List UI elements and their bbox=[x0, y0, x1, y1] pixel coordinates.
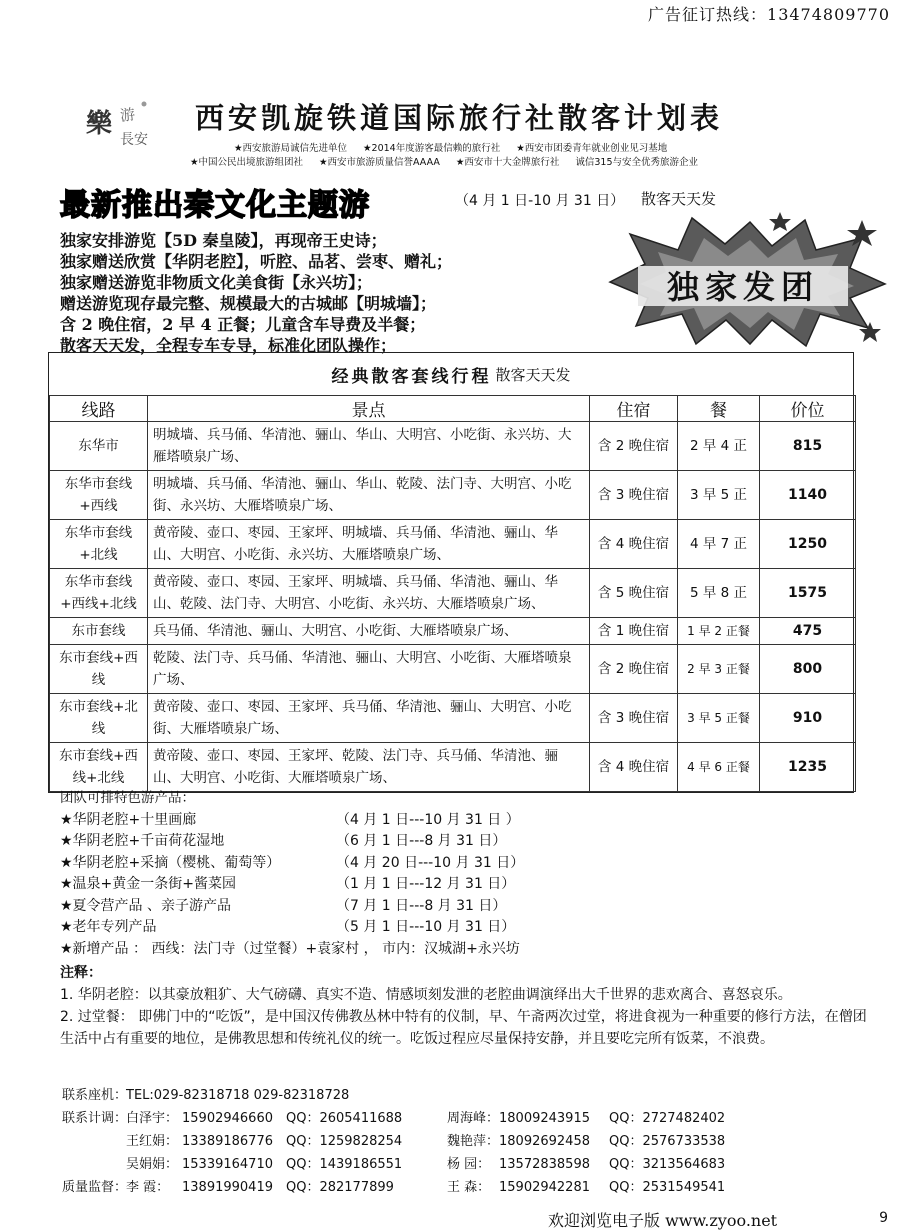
contacts-left bbox=[62, 1084, 426, 1199]
table-row bbox=[50, 569, 856, 618]
price-cell: 1575 bbox=[760, 569, 856, 618]
meal-cell: 4 早 6 正餐 bbox=[678, 743, 760, 792]
featured-item bbox=[60, 896, 524, 918]
contact-phone: 15339164710 bbox=[182, 1157, 273, 1172]
featured-item bbox=[60, 874, 524, 896]
contact-name: 王红娟： bbox=[126, 1134, 179, 1149]
cert-item: 诚信315与安全优秀旅游企业 bbox=[575, 157, 699, 168]
contact-row bbox=[62, 1153, 426, 1176]
meal-cell: 3 早 5 正餐 bbox=[678, 694, 760, 743]
header-meal: 餐 bbox=[678, 396, 760, 422]
contact-name: 王 森： bbox=[447, 1180, 491, 1195]
contact-row bbox=[62, 1130, 426, 1153]
table-caption-sub: 散客天天发 bbox=[495, 365, 571, 384]
contact-qq: QQ：1259828254 bbox=[286, 1134, 403, 1149]
route-cell: 东华市 bbox=[50, 422, 148, 471]
spots-cell: 黄帝陵、壶口、枣园、王家坪、乾陵、法门寺、兵马俑、华清池、骊山、大明宫、小吃街、大雁塔喷泉广场、 bbox=[148, 743, 590, 792]
route-cell: 东市套线+西线 bbox=[50, 645, 148, 694]
contact-row bbox=[447, 1153, 725, 1176]
cert-row-2 bbox=[190, 154, 714, 168]
header-route: 线路 bbox=[50, 396, 148, 422]
contact-name: 杨 园： bbox=[447, 1157, 491, 1172]
table-row bbox=[50, 422, 856, 471]
spots-cell: 黄帝陵、壶口、枣园、王家坪、明城墙、兵马俑、华清池、骊山、华山、大明宫、小吃街、永兴坊、大雁塔喷泉广场、 bbox=[148, 520, 590, 569]
contact-phone: 18092692458 bbox=[499, 1134, 590, 1149]
stay-cell: 含 3 晚住宿 bbox=[590, 694, 678, 743]
route-cell: 东华市套线+北线 bbox=[50, 520, 148, 569]
meal-cell: 2 早 4 正 bbox=[678, 422, 760, 471]
route-cell: 东市套线 bbox=[50, 618, 148, 645]
cert-item: ★2014年度游客最信赖的旅行社 bbox=[363, 143, 501, 154]
stay-cell: 含 2 晚住宿 bbox=[590, 422, 678, 471]
highlight-item: 独家安排游览【5D 秦皇陵】，再现帝王史诗； bbox=[60, 231, 387, 250]
featured-item-name: ★夏令营产品 、亲子游产品 bbox=[60, 897, 232, 914]
price-cell: 1140 bbox=[760, 471, 856, 520]
contact-name: 李 霞： bbox=[126, 1180, 170, 1195]
stay-cell: 含 3 晚住宿 bbox=[590, 471, 678, 520]
note-item: 1. 华阴老腔：以其豪放粗犷、大气磅礴、真实不造、情感顷刻发泄的老腔曲调演绎出大千世界的悲欢离合、喜怒哀乐。 bbox=[60, 987, 792, 1003]
highlight-item: 赠送游览现存最完整、规模最大的古城邮【明城墙】； bbox=[60, 294, 437, 313]
contact-row bbox=[62, 1107, 426, 1130]
spots-cell: 黄帝陵、壶口、枣园、王家坪、明城墙、兵马俑、华清池、骊山、华山、乾陵、法门寺、大明宫、小吃街、永兴坊、大雁塔喷泉广场、 bbox=[148, 569, 590, 618]
featured-item-name: ★温泉+黄金一条街+酱菜园 bbox=[60, 876, 237, 892]
contact-row bbox=[62, 1176, 426, 1199]
contact-qq: QQ：2605411688 bbox=[286, 1111, 403, 1126]
contact-row bbox=[447, 1176, 725, 1199]
meal-cell: 1 早 2 正餐 bbox=[678, 618, 760, 645]
table-row bbox=[50, 645, 856, 694]
contact-phone: 15902942281 bbox=[499, 1180, 590, 1195]
table-row bbox=[50, 743, 856, 792]
featured-products bbox=[60, 788, 524, 960]
ad-hotline: 广告征订热线：13474809770 bbox=[648, 5, 890, 24]
table-row bbox=[50, 694, 856, 743]
contact-qq: QQ：282177899 bbox=[286, 1180, 394, 1195]
contact-phone: 18009243915 bbox=[499, 1111, 590, 1126]
route-table bbox=[49, 395, 856, 792]
route-cell: 东市套线+西线+北线 bbox=[50, 743, 148, 792]
meal-cell: 5 早 8 正 bbox=[678, 569, 760, 618]
price-cell: 1235 bbox=[760, 743, 856, 792]
route-cell: 东市套线+北线 bbox=[50, 694, 148, 743]
exclusive-badge bbox=[600, 212, 890, 352]
header-price: 价位 bbox=[760, 396, 856, 422]
highlights-list bbox=[60, 230, 452, 356]
price-cell: 815 bbox=[760, 422, 856, 471]
route-cell: 东华市套线+西线 bbox=[50, 471, 148, 520]
header-stay: 住宿 bbox=[590, 396, 678, 422]
contact-qq: QQ：1439186551 bbox=[286, 1157, 403, 1172]
contact-name: 周海峰： bbox=[447, 1111, 500, 1126]
contact-phone: 13891990419 bbox=[182, 1180, 273, 1195]
price-cell: 800 bbox=[760, 645, 856, 694]
contact-qq: QQ：2576733538 bbox=[609, 1134, 726, 1149]
theme-date: （4 月 1 日-10 月 31 日） bbox=[455, 193, 625, 209]
stay-cell: 含 4 晚住宿 bbox=[590, 743, 678, 792]
highlight-item: 独家赠送游览非物质文化美食街【永兴坊】； bbox=[60, 273, 373, 292]
meal-cell: 2 早 3 正餐 bbox=[678, 645, 760, 694]
featured-item-period: （4 月 20 日---10 月 31 日） bbox=[336, 854, 525, 871]
table-caption bbox=[49, 353, 853, 395]
price-cell: 1250 bbox=[760, 520, 856, 569]
meal-cell: 3 早 5 正 bbox=[678, 471, 760, 520]
contact-row bbox=[447, 1130, 725, 1153]
new-products: ★新增产品 ： 西线：法门寺（过堂餐）+袁家村 ， 市内：汉城湖+永兴坊 bbox=[60, 940, 520, 957]
featured-item bbox=[60, 853, 524, 875]
table-row bbox=[50, 520, 856, 569]
contact-qq: QQ：2531549541 bbox=[609, 1180, 726, 1195]
stay-cell: 含 4 晚住宿 bbox=[590, 520, 678, 569]
spots-cell: 明城墙、兵马俑、华清池、骊山、华山、乾陵、法门寺、大明宫、小吃街、永兴坊、大雁塔喷泉广场、 bbox=[148, 471, 590, 520]
cert-item: ★西安市团委青年就业创业见习基地 bbox=[516, 143, 668, 154]
featured-heading: 团队可排特色游产品： bbox=[60, 790, 195, 806]
highlight-item: 散客天天发，全程专车专导，标准化团队操作； bbox=[60, 336, 397, 355]
landline-label: 联系座机： bbox=[62, 1088, 128, 1103]
theme-title: 最新推出秦文化主题游 bbox=[60, 188, 370, 223]
contact-phone: 15902946660 bbox=[182, 1111, 273, 1126]
cert-item: ★中国公民出境旅游组团社 bbox=[190, 157, 304, 168]
table-row bbox=[50, 618, 856, 645]
highlight-item: 独家赠送欣赏【华阴老腔】，听腔、品茗、尝枣、赠礼； bbox=[60, 252, 453, 271]
price-cell: 910 bbox=[760, 694, 856, 743]
contact-name: 吴娟娟： bbox=[126, 1157, 179, 1172]
landline-row bbox=[62, 1084, 426, 1107]
featured-item bbox=[60, 810, 524, 832]
badge-text: 独家发团 bbox=[666, 268, 820, 306]
highlight-item: 含 2 晚住宿，2 早 4 正餐；儿童含车导费及半餐； bbox=[60, 315, 426, 334]
stay-cell: 含 2 晚住宿 bbox=[590, 645, 678, 694]
contact-name: 魏艳萍： bbox=[447, 1134, 500, 1149]
theme-daily: 散客天天发 bbox=[641, 190, 717, 208]
table-row bbox=[50, 471, 856, 520]
svg-text:長安: 長安 bbox=[120, 132, 148, 148]
contact-phone: 13572838598 bbox=[499, 1157, 590, 1172]
featured-item-name: ★华阴老腔+采摘（樱桃、葡萄等） bbox=[60, 854, 281, 871]
note-item: 2. 过堂餐： 即佛门中的“吃饭”，是中国汉传佛教丛林中特有的仪制，早、午斋两次过堂，将进食视为一种重要的修行方法，在僧团生活中占有重要的地位，是佛教思想和传统礼仪的统一。吃饭过程应尽量保持安静，并且要吃完所有饭菜，不浪费。 bbox=[60, 1009, 867, 1047]
supervisor-label: 质量监督： bbox=[62, 1180, 128, 1195]
featured-item-period: （6 月 1 日---8 月 31 日） bbox=[336, 833, 507, 849]
star-icon bbox=[769, 212, 791, 231]
spots-cell: 明城墙、兵马俑、华清池、骊山、华山、大明宫、小吃街、永兴坊、大雁塔喷泉广场、 bbox=[148, 422, 590, 471]
travel-logo bbox=[78, 92, 160, 154]
page-title: 西安凯旋铁道国际旅行社散客计划表 bbox=[195, 101, 724, 135]
cert-item: ★西安市旅游质量信誉AAAA bbox=[319, 157, 440, 168]
featured-item bbox=[60, 831, 524, 853]
price-cell: 475 bbox=[760, 618, 856, 645]
planner-label: 联系计调： bbox=[62, 1111, 128, 1126]
contact-phone: 13389186776 bbox=[182, 1134, 273, 1149]
featured-item-period: （1 月 1 日---12 月 31 日） bbox=[336, 876, 516, 892]
svg-text:樂: 樂 bbox=[86, 109, 113, 139]
notes-heading: 注释： bbox=[60, 965, 102, 981]
cert-item: ★西安旅游局诚信先进单位 bbox=[234, 143, 348, 154]
stay-cell: 含 5 晚住宿 bbox=[590, 569, 678, 618]
spots-cell: 乾陵、法门寺、兵马俑、华清池、骊山、大明宫、小吃街、大雁塔喷泉广场、 bbox=[148, 645, 590, 694]
featured-item-name: ★华阴老腔+千亩荷花湿地 bbox=[60, 833, 225, 849]
spots-cell: 黄帝陵、壶口、枣园、王家坪、兵马俑、华清池、骊山、大明宫、小吃街、大雁塔喷泉广场、 bbox=[148, 694, 590, 743]
featured-item-name: ★老年专列产品 bbox=[60, 919, 157, 935]
notes-section bbox=[60, 962, 868, 1050]
contact-name: 白泽宇： bbox=[126, 1111, 179, 1126]
table-caption-title: 经典散客套线行程 bbox=[331, 366, 492, 387]
contacts-right bbox=[447, 1107, 725, 1199]
route-table-box bbox=[48, 352, 854, 793]
contact-qq: QQ：2727482402 bbox=[609, 1111, 726, 1126]
table-header-row bbox=[50, 396, 856, 422]
stay-cell: 含 1 晚住宿 bbox=[590, 618, 678, 645]
route-cell: 东华市套线+西线+北线 bbox=[50, 569, 148, 618]
cert-item: ★西安市十大金牌旅行社 bbox=[455, 157, 560, 168]
landline-number: TEL:029-82318718 029-82318728 bbox=[126, 1088, 350, 1103]
cert-row-1 bbox=[234, 140, 683, 154]
featured-item-period: （7 月 1 日---8 月 31 日） bbox=[336, 897, 507, 914]
meal-cell: 4 早 7 正 bbox=[678, 520, 760, 569]
featured-item-period: （5 月 1 日---10 月 31 日） bbox=[336, 919, 516, 935]
contact-qq: QQ：3213564683 bbox=[609, 1157, 726, 1172]
featured-item-name: ★华阴老腔+十里画廊 bbox=[60, 811, 197, 828]
header-spots: 景点 bbox=[148, 396, 590, 422]
svg-text:游: 游 bbox=[118, 105, 137, 126]
featured-item bbox=[60, 917, 524, 939]
footer-site: 欢迎浏览电子版 www.zyoo.net bbox=[548, 1211, 778, 1230]
featured-item-period: （4 月 1 日---10 月 31 日 ） bbox=[336, 811, 520, 828]
page-number: 9 bbox=[879, 1210, 888, 1226]
contact-row bbox=[447, 1107, 725, 1130]
spots-cell: 兵马俑、华清池、骊山、大明宫、小吃街、大雁塔喷泉广场、 bbox=[148, 618, 590, 645]
